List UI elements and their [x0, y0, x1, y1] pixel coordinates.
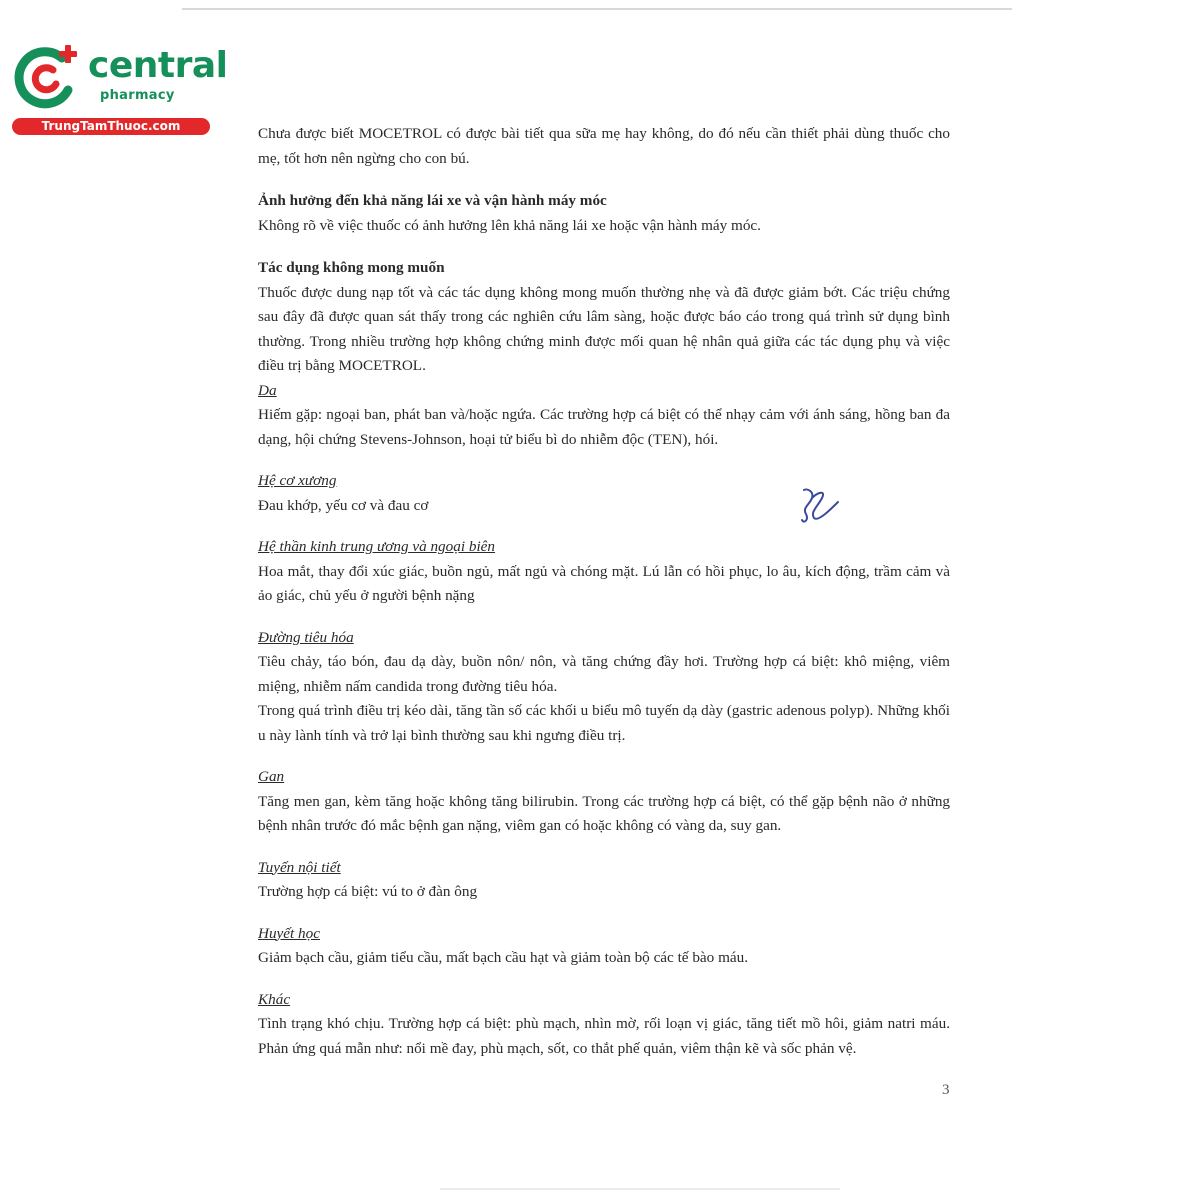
liver-text: Tăng men gan, kèm tăng hoặc không tăng bilirubin. Trong các trường hợp cá biệt, có thể gặp bệnh não ở những bệnh nhân trước đó mắc bệnh gan nặng, viêm gan có hoặc không có vàng da, suy gan.	[258, 792, 950, 834]
top-scan-rule	[182, 8, 1012, 10]
document-body	[258, 122, 950, 1061]
liver-subheading: Gan	[258, 768, 285, 785]
digestive-text-2: Trong quá trình điều trị kéo dài, tăng tần số các khối u biểu mô tuyến dạ dày (gastric adenous polyp). Những khối u này lành tính và trở lại bình thường sau khi ngưng điều trị.	[258, 702, 950, 744]
brand-logo[interactable]	[10, 36, 228, 136]
skin-subheading: Da	[258, 381, 277, 399]
nervous-subheading: Hệ thần kinh trung ương và ngoại biên	[258, 538, 496, 555]
handwritten-signature-icon	[796, 484, 842, 528]
musculoskeletal-subheading: Hệ cơ xương	[258, 472, 337, 489]
endocrine-subheading: Tuyến nội tiết	[258, 858, 341, 876]
endocrine-text: Trường hợp cá biệt: vú to ở đàn ông	[258, 883, 478, 900]
side-effects-text: Thuốc được dung nạp tốt và các tác dụng không mong muốn thường nhẹ và đã được giảm bớt. Các triệu chứng sau đây đã được quan sát thấy trong các nghiên cứu lâm sàng, hoặc được báo cáo trong quá trình sử dụng bình thường. Trong nhiều trường hợp không chứng minh được mối quan hệ nhân quả giữa các tác dụng phụ và việc điều trị bằng MOCETROL.	[258, 283, 950, 374]
blood-text: Giảm bạch cầu, giảm tiểu cầu, mất bạch cầu hạt và giảm toàn bộ các tế bào máu.	[258, 949, 749, 966]
side-effects-heading: Tác dụng không mong muốn	[258, 259, 445, 276]
driving-text: Không rõ về việc thuốc có ảnh hưởng lên khả năng lái xe hoặc vận hành máy móc.	[258, 216, 761, 234]
driving-heading: Ảnh hưởng đến khả năng lái xe và vận hành máy móc	[258, 192, 607, 209]
blood-subheading: Huyết học	[258, 924, 320, 942]
intro-paragraph: Chưa được biết MOCETROL có được bài tiết qua sữa mẹ hay không, do đó nếu cần thiết phải dùng thuốc cho mẹ, tốt hơn nên ngừng cho con bú.	[258, 125, 950, 167]
digestive-text-1: Tiêu chảy, táo bón, đau dạ dày, buồn nôn/ nôn, và tăng chứng đầy hơi. Trường hợp cá biệt: khô miệng, viêm miệng, nhiễm nấm candida trong đường tiêu hóa.	[258, 653, 950, 695]
nervous-text: Hoa mắt, thay đổi xúc giác, buồn ngủ, mất ngủ và chóng mặt. Lú lẫn có hồi phục, lo âu, kích động, trầm cảm và ảo giác, chủ yếu ở người bệnh nặng	[258, 562, 950, 604]
digestive-subheading: Đường tiêu hóa	[258, 628, 354, 646]
other-text: Tình trạng khó chịu. Trường hợp cá biệt: phù mạch, nhìn mờ, rối loạn vị giác, tăng tiết mồ hôi, giảm natri máu. Phản ứng quá mẫn như: nổi mề đay, phù mạch, sốt, co thắt phế quản, viêm thận kẽ và sốc phản vệ.	[258, 1015, 950, 1057]
brand-name: central	[88, 45, 228, 86]
skin-text: Hiếm gặp: ngoại ban, phát ban và/hoặc ngứa. Các trường hợp cá biệt có thể nhạy cảm với ánh sáng, hồng ban đa dạng, hội chứng Stevens-Johnson, hoại tử biểu bì do nhiễm độc (TEN), hói.	[258, 406, 950, 448]
bottom-scan-rule	[440, 1188, 840, 1190]
brand-url[interactable]: TrungTamThuoc.com	[12, 118, 210, 135]
pharmacy-cross-icon	[10, 40, 82, 112]
page-number: 3	[942, 1082, 950, 1098]
musculoskeletal-text: Đau khớp, yếu cơ và đau cơ	[258, 496, 429, 514]
brand-subtitle: pharmacy	[100, 88, 175, 103]
other-subheading: Khác	[258, 990, 291, 1008]
